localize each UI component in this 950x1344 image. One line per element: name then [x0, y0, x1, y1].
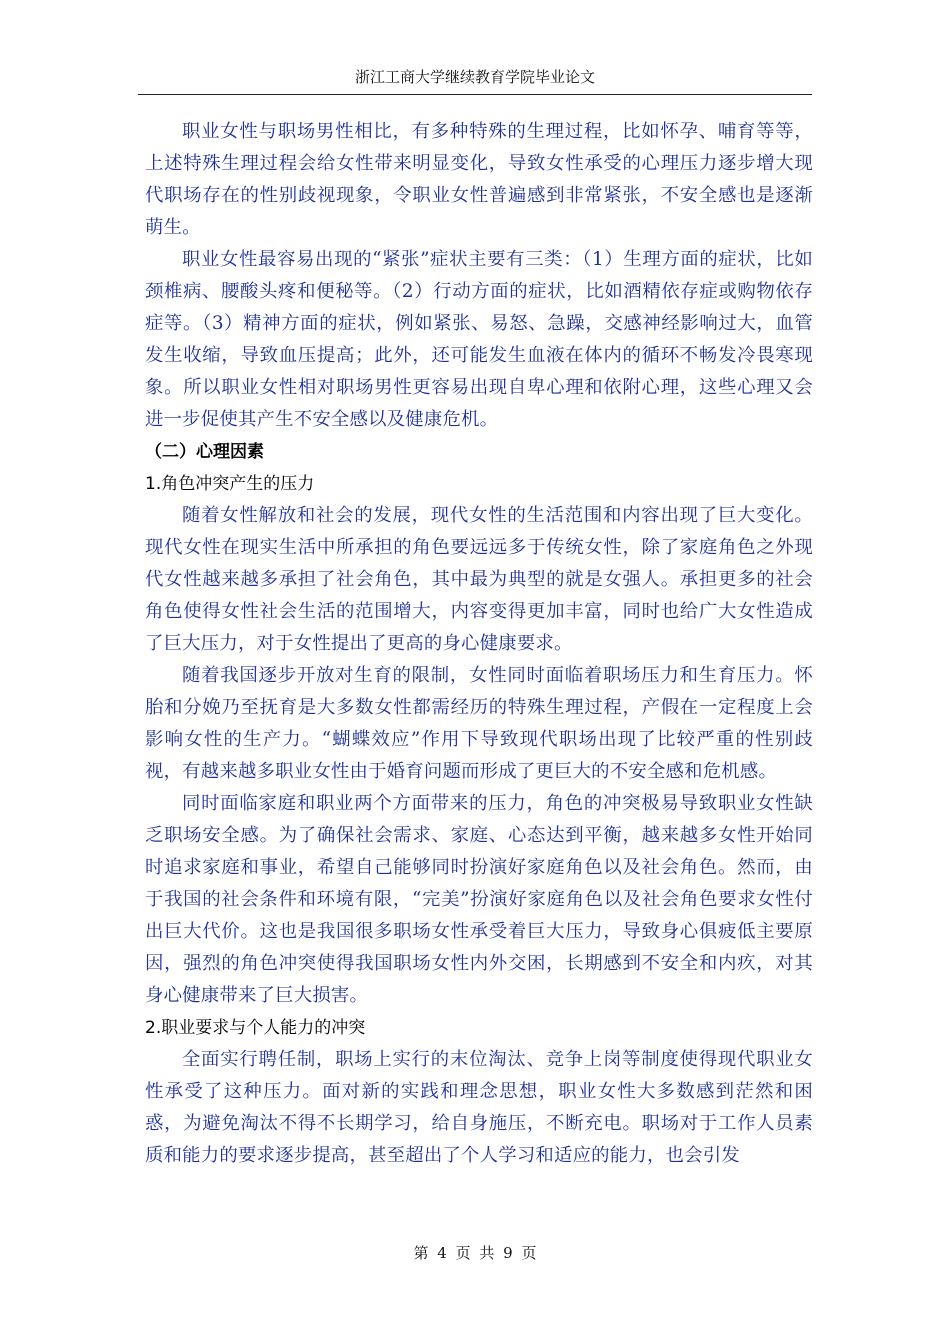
paragraph: 随着女性解放和社会的发展，现代女性的生活范围和内容出现了巨大变化。现代女性在现实生活中所承担的角色要远远多于传统女性，除了家庭角色之外现代女性越来越多承担了社会角色，其中最为典型的就是女强人。承担更多的社会角色使得女性社会生活的范围增大，内容变得更加丰富，同时也给广大女性造成了巨大压力，对于女性提出了更高的身心健康要求。: [145, 505, 813, 654]
subsection-heading: 2.职业要求与个人能力的冲突: [145, 1018, 366, 1038]
paragraph: 同时面临家庭和职业两个方面带来的压力，角色的冲突极易导致职业女性缺乏职场安全感。为了确保社会需求、家庭、心态达到平衡，越来越多女性开始同时追求家庭和事业，希望自己能够同时扮演好家庭角色以及社会角色。然而，由于我国的社会条件和环境有限，“完美”扮演好家庭角色以及社会角色要求女性付出巨大代价。这也是我国很多职场女性承受着巨大压力，导致身心俱疲低主要原因，强烈的角色冲突使得我国职场女性内外交困，长期感到不安全和内疚，对其身心健康带来了巨大损害。: [145, 793, 813, 1006]
section-heading: （二）心理因素: [145, 442, 264, 462]
page-number-footer: 第 4 页 共 9 页: [413, 1244, 537, 1262]
paragraph: 随着我国逐步开放对生育的限制，女性同时面临着职场压力和生育压力。怀胎和分娩乃至抚育是大多数女性都需经历的特殊生理过程，产假在一定程度上会影响女性的生产力。“蝴蝶效应”作用下导致现代职场出现了比较严重的性别歧视，有越来越多职业女性由于婚育问题而形成了更巨大的不安全感和危机感。: [145, 665, 813, 782]
header-divider: [138, 94, 812, 95]
page-header-title: 浙江工商大学继续教育学院毕业论文: [354, 68, 595, 86]
paragraph: 职业女性与职场男性相比，有多种特殊的生理过程，比如怀孕、哺育等等，上述特殊生理过程会给女性带来明显变化，导致女性承受的心理压力逐步增大现代职场存在的性别歧视现象，令职业女性普遍感到非常紧张，不安全感也是逐渐萌生。: [145, 121, 813, 238]
paragraph: 职业女性最容易出现的“紧张”症状主要有三类：（1）生理方面的症状，比如颈椎病、腰酸头疼和便秘等。（2）行动方面的症状，比如酒精依存症或购物依存症等。（3）精神方面的症状，例如紧张、易怒、急躁，交感神经影响过大，血管发生收缩，导致血压提高；此外，还可能发生血液在体内的循环不畅发冷畏寒现象。所以职业女性相对职场男性更容易出现自卑心理和依附心理，这些心理又会进一步促使其产生不安全感以及健康危机。: [145, 249, 813, 430]
document-body: [145, 116, 813, 1172]
subsection-heading: 1.角色冲突产生的压力: [145, 474, 315, 494]
paragraph: 全面实行聘任制，职场上实行的末位淘汰、竞争上岗等制度使得现代职业女性承受了这种压力。面对新的实践和理念思想，职业女性大多数感到茫然和困惑，为避免淘汰不得不长期学习，给自身施压，不断充电。职场对于工作人员素质和能力的要求逐步提高，甚至超出了个人学习和适应的能力，也会引发: [145, 1049, 813, 1166]
